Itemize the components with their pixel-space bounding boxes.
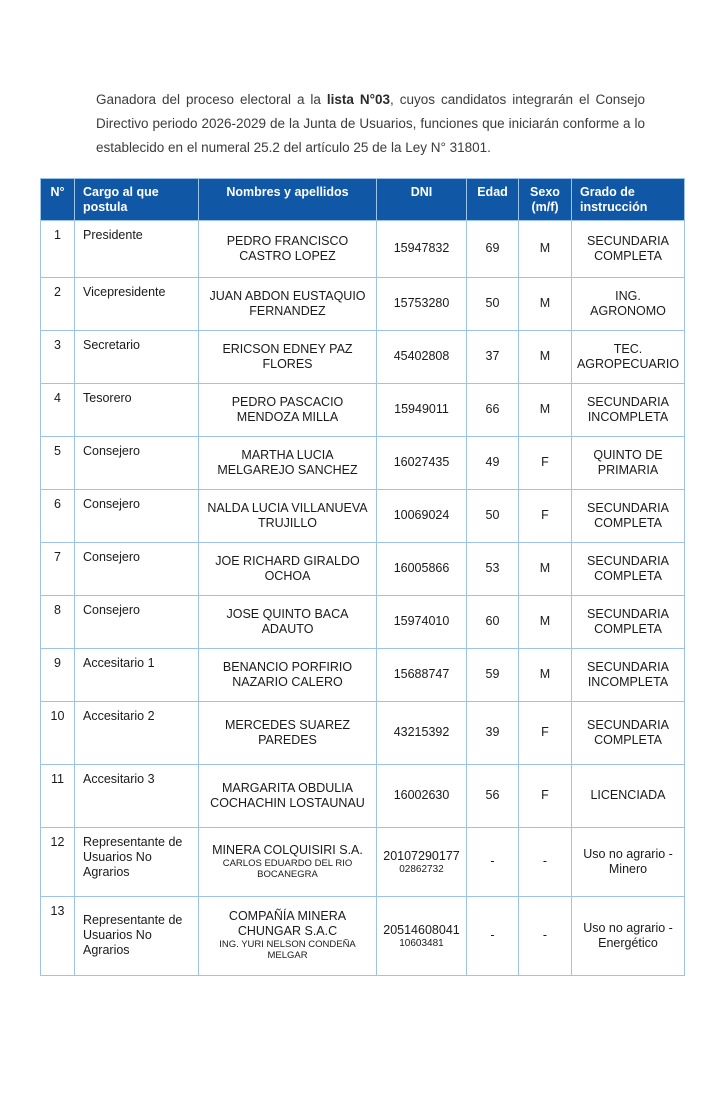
cell-sexo: F <box>519 436 572 489</box>
cell-sexo: F <box>519 701 572 764</box>
cell-cargo: Consejero <box>75 542 199 595</box>
cell-dni: 16005866 <box>377 542 467 595</box>
cell-edad: 60 <box>467 595 519 648</box>
cell-nombres: MARTHA LUCIA MELGAREJO SANCHEZ <box>199 436 377 489</box>
cell-numero: 4 <box>41 383 75 436</box>
cell-cargo: Secretario <box>75 330 199 383</box>
cell-dni: 15947832 <box>377 220 467 277</box>
cell-grado: SECUNDARIA COMPLETA <box>572 542 685 595</box>
cell-dni: 15949011 <box>377 383 467 436</box>
cell-edad: 66 <box>467 383 519 436</box>
cell-grado: SECUNDARIA COMPLETA <box>572 701 685 764</box>
cell-grado: SECUNDARIA COMPLETA <box>572 595 685 648</box>
cell-sexo: - <box>519 896 572 975</box>
cell-grado: SECUNDARIA INCOMPLETA <box>572 648 685 701</box>
cell-grado: TEC. AGROPECUARIO <box>572 330 685 383</box>
cell-sexo: M <box>519 383 572 436</box>
cell-dni: 16002630 <box>377 764 467 827</box>
table-row <box>41 827 685 896</box>
cell-nombres: PEDRO PASCACIO MENDOZA MILLA <box>199 383 377 436</box>
cell-edad: 50 <box>467 489 519 542</box>
table-row <box>41 489 685 542</box>
table-header <box>41 179 685 221</box>
cell-dni: 15688747 <box>377 648 467 701</box>
cell-cargo: Representante de Usuarios No Agrarios <box>75 896 199 975</box>
cell-dni-sub: 10603481 <box>399 937 444 949</box>
cell-edad: 53 <box>467 542 519 595</box>
column-header-grado: Grado de instrucción <box>572 179 685 221</box>
cell-grado: SECUNDARIA COMPLETA <box>572 489 685 542</box>
table-row <box>41 277 685 330</box>
cell-nombres: JUAN ABDON EUSTAQUIO FERNANDEZ <box>199 277 377 330</box>
cell-nombres: JOSE QUINTO BACA ADAUTO <box>199 595 377 648</box>
cell-dni: 20107290177 02862732 <box>377 827 467 896</box>
cell-nombres: MERCEDES SUAREZ PAREDES <box>199 701 377 764</box>
table-row <box>41 896 685 975</box>
cell-dni-sub: 02862732 <box>399 863 444 875</box>
intro-text-post: , cuyos candidatos integrarán el Consejo Directivo periodo 2026-2029 de la Junta de Usuarios, funciones que iniciarán conforme a lo establecido en el numeral 25.2 del artículo 25 de la Ley N° 31801. <box>96 92 645 155</box>
cell-sexo: M <box>519 595 572 648</box>
cell-sexo: - <box>519 827 572 896</box>
table-row <box>41 701 685 764</box>
cell-cargo: Accesitario 2 <box>75 701 199 764</box>
cell-nombres-sub: CARLOS EDUARDO DEL RIO BOCANEGRA <box>222 857 353 880</box>
column-header-edad: Edad <box>467 179 519 221</box>
cell-sexo: M <box>519 648 572 701</box>
cell-dni: 45402808 <box>377 330 467 383</box>
cell-edad: 69 <box>467 220 519 277</box>
cell-cargo: Presidente <box>75 220 199 277</box>
cell-dni: 20514608041 10603481 <box>377 896 467 975</box>
intro-text-bold: lista N°03 <box>326 92 391 107</box>
cell-sexo: F <box>519 764 572 827</box>
cell-dni: 15974010 <box>377 595 467 648</box>
cell-sexo: M <box>519 220 572 277</box>
cell-numero: 10 <box>41 701 75 764</box>
cell-nombres: JOE RICHARD GIRALDO OCHOA <box>199 542 377 595</box>
cell-edad: 49 <box>467 436 519 489</box>
cell-numero: 13 <box>41 896 75 975</box>
cell-cargo: Accesitario 1 <box>75 648 199 701</box>
cell-nombres: COMPAÑÍA MINERA CHUNGAR S.A.C ING. YURI NELSON CONDEÑA MELGAR <box>199 896 377 975</box>
column-header-cargo: Cargo al que postula <box>75 179 199 221</box>
cell-numero: 11 <box>41 764 75 827</box>
table-body <box>41 220 685 975</box>
cell-cargo: Vicepresidente <box>75 277 199 330</box>
cell-dni: 16027435 <box>377 436 467 489</box>
cell-nombres: NALDA LUCIA VILLANUEVA TRUJILLO <box>199 489 377 542</box>
column-header-numero: N° <box>41 179 75 221</box>
cell-cargo: Tesorero <box>75 383 199 436</box>
cell-edad: 56 <box>467 764 519 827</box>
cell-numero: 8 <box>41 595 75 648</box>
table-row <box>41 330 685 383</box>
cell-cargo: Representante de Usuarios No Agrarios <box>75 827 199 896</box>
candidates-table <box>40 178 685 976</box>
cell-edad: 50 <box>467 277 519 330</box>
table-row <box>41 764 685 827</box>
cell-nombres: ERICSON EDNEY PAZ FLORES <box>199 330 377 383</box>
column-header-sexo: Sexo (m/f) <box>519 179 572 221</box>
cell-dni: 43215392 <box>377 701 467 764</box>
cell-dni: 10069024 <box>377 489 467 542</box>
cell-nombres-sub: ING. YURI NELSON CONDEÑA MELGAR <box>219 939 356 961</box>
cell-nombres: MARGARITA OBDULIA COCHACHIN LOSTAUNAU <box>199 764 377 827</box>
table-row <box>41 648 685 701</box>
cell-numero: 2 <box>41 277 75 330</box>
cell-grado: QUINTO DE PRIMARIA <box>572 436 685 489</box>
document-page <box>0 88 724 976</box>
cell-edad: - <box>467 827 519 896</box>
cell-edad: - <box>467 896 519 975</box>
cell-nombres: MINERA COLQUISIRI S.A. CARLOS EDUARDO DEL RIO BOCANEGRA <box>199 827 377 896</box>
intro-paragraph <box>96 88 645 160</box>
intro-text-pre: Ganadora del proceso electoral a la <box>96 92 327 107</box>
cell-dni: 15753280 <box>377 277 467 330</box>
cell-grado: Uso no agrario - Minero <box>572 827 685 896</box>
cell-numero: 12 <box>41 827 75 896</box>
cell-sexo: M <box>519 330 572 383</box>
cell-nombres: PEDRO FRANCISCO CASTRO LOPEZ <box>199 220 377 277</box>
table-row <box>41 383 685 436</box>
cell-sexo: M <box>519 277 572 330</box>
cell-cargo: Consejero <box>75 595 199 648</box>
column-header-dni: DNI <box>377 179 467 221</box>
cell-grado: SECUNDARIA COMPLETA <box>572 220 685 277</box>
cell-sexo: F <box>519 489 572 542</box>
table-row <box>41 220 685 277</box>
cell-grado: SECUNDARIA INCOMPLETA <box>572 383 685 436</box>
table-row <box>41 595 685 648</box>
cell-grado: ING. AGRONOMO <box>572 277 685 330</box>
cell-edad: 37 <box>467 330 519 383</box>
cell-cargo: Consejero <box>75 489 199 542</box>
cell-numero: 9 <box>41 648 75 701</box>
cell-numero: 7 <box>41 542 75 595</box>
cell-numero: 1 <box>41 220 75 277</box>
cell-numero: 6 <box>41 489 75 542</box>
cell-edad: 39 <box>467 701 519 764</box>
cell-cargo: Consejero <box>75 436 199 489</box>
cell-sexo: M <box>519 542 572 595</box>
column-header-nombres: Nombres y apellidos <box>199 179 377 221</box>
table-row <box>41 542 685 595</box>
cell-numero: 5 <box>41 436 75 489</box>
cell-numero: 3 <box>41 330 75 383</box>
cell-cargo: Accesitario 3 <box>75 764 199 827</box>
cell-grado: LICENCIADA <box>572 764 685 827</box>
cell-edad: 59 <box>467 648 519 701</box>
cell-grado: Uso no agrario - Energético <box>572 896 685 975</box>
table-row <box>41 436 685 489</box>
table-header-row <box>41 179 685 221</box>
cell-nombres: BENANCIO PORFIRIO NAZARIO CALERO <box>199 648 377 701</box>
